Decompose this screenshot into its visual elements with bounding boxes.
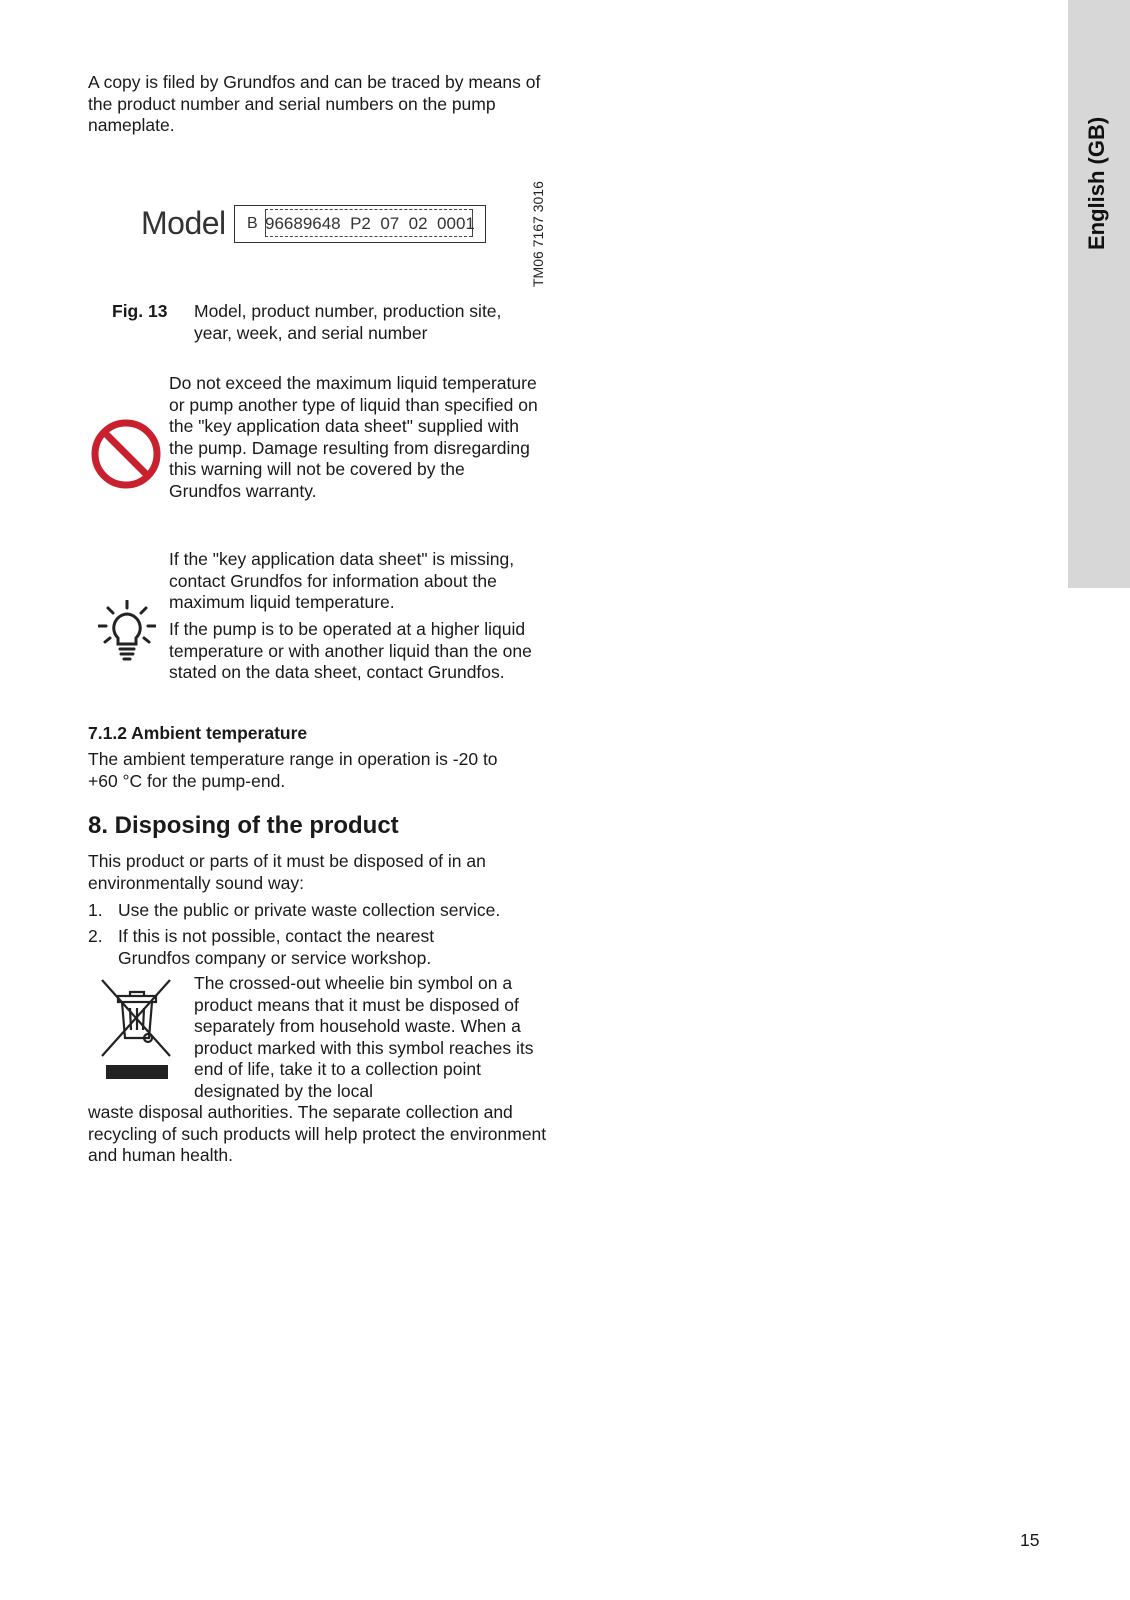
model-dash-top <box>265 209 472 210</box>
tip-text-1: If the "key application data sheet" is missing, contact Grundfos for information about the maximum liquid temperature. <box>169 549 515 612</box>
warning-text: Do not exceed the maximum liquid temperature or pump another type of liquid than specified on the "key application data sheet" supplied with the pump. Damage resulting from disregarding this warning will not be covered by the Grundfos warranty. <box>169 373 538 501</box>
weee-text-continued: waste disposal authorities. The separate collection and recycling of such products will help protect the environment and human health. <box>88 1102 547 1165</box>
list-item-number: 2. <box>88 926 103 946</box>
list-item: Use the public or private waste collection service. <box>118 900 501 920</box>
section-heading-disposing: 8. Disposing of the product <box>88 812 399 839</box>
model-code: 96689648 P2 07 02 0001 <box>265 214 475 233</box>
drawing-id: TM06 7167 3016 <box>530 181 546 287</box>
figure-caption-text: Model, product number, production site, year, week, and serial number <box>194 301 502 343</box>
model-dash-bottom <box>265 236 472 237</box>
page-number: 15 <box>1020 1530 1040 1550</box>
model-prefix: B <box>247 215 258 232</box>
section-heading-ambient: 7.1.2 Ambient temperature <box>88 723 308 743</box>
weee-text: The crossed-out wheelie bin symbol on a product means that it must be disposed of separately from household waste. When a product marked with this symbol reaches its end of life, take it to a collection point designated by the local <box>194 973 534 1101</box>
model-label: Model <box>141 205 226 241</box>
intro-paragraph: A copy is filed by Grundfos and can be traced by means of the product number and serial numbers on the pump nameplate. <box>88 72 541 135</box>
language-label: English (GB) <box>1084 116 1109 250</box>
figure-caption-label: Fig. 13 <box>112 301 168 321</box>
language-tab <box>1068 0 1130 588</box>
lightbulb-icon <box>98 600 156 666</box>
list-item-number: 1. <box>88 900 103 920</box>
ambient-text: The ambient temperature range in operation is -20 to +60 °C for the pump-end. <box>88 749 498 791</box>
crossed-out-wheelie-bin-icon <box>100 978 172 1080</box>
list-item: If this is not possible, contact the nearest Grundfos company or service workshop. <box>118 926 435 968</box>
prohibition-icon <box>90 418 162 490</box>
tip-text-2: If the pump is to be operated at a higher liquid temperature or with another liquid than the one stated on the data sheet, contact Grundfos. <box>169 619 532 682</box>
disposing-intro: This product or parts of it must be disposed of in an environmentally sound way: <box>88 851 486 893</box>
